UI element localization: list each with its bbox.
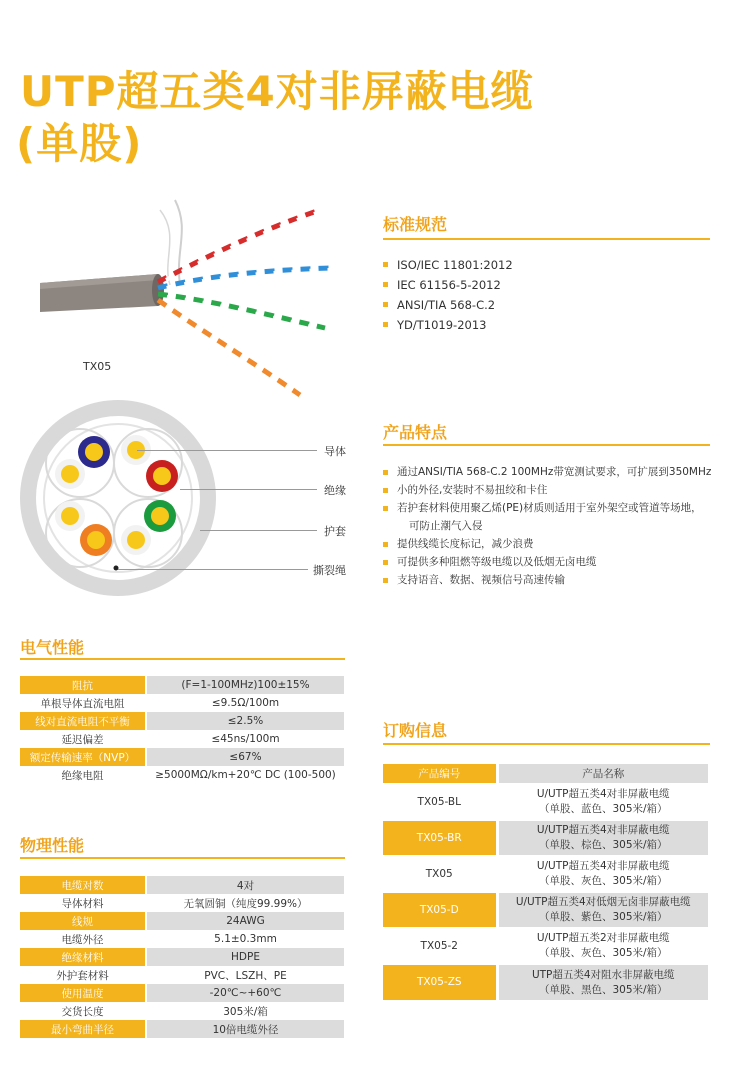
product-detail: （单股、棕色、305米/箱） [538, 839, 668, 851]
list-item: YD/T1019-2013 [383, 315, 513, 335]
product-name: UTP超五类4对阻水非屏蔽电缆 [531, 968, 675, 981]
table-cell: 绝缘材料 [20, 948, 146, 966]
table-header-cell: 产品名称 [497, 764, 708, 784]
product-detail: （单股、黑色、305米/箱） [538, 983, 668, 996]
label-rip-cord: 撕裂绳 [313, 564, 346, 577]
table-row [383, 820, 708, 856]
table-row [20, 676, 344, 694]
table-cell: TX05-D [383, 892, 497, 928]
table-row [20, 930, 344, 948]
section-divider [383, 238, 710, 240]
section-divider [20, 658, 345, 660]
callout-line [180, 489, 317, 490]
ordering-title: 订购信息 [383, 721, 448, 740]
label-conductor: 导体 [324, 445, 346, 458]
table-cell: PVC、LSZH、PE [146, 966, 344, 984]
table-row [20, 730, 344, 748]
table-cell: -20℃~+60℃ [146, 984, 344, 1002]
callout-line [200, 530, 317, 531]
table-cell: ≤9.5Ω/100m [146, 694, 344, 712]
cross-section-diagram [18, 398, 218, 598]
table-row [20, 694, 344, 712]
table-cell [497, 964, 708, 1000]
physical-title: 物理性能 [20, 836, 85, 855]
table-cell: 额定传输速率（NVP） [20, 748, 146, 766]
table-row [20, 966, 344, 984]
table-row [20, 712, 344, 730]
product-detail: （单股、灰色、305米/箱） [538, 875, 668, 887]
table-cell: 外护套材料 [20, 966, 146, 984]
table-cell: (F=1-100MHz)100±15% [146, 676, 344, 694]
table-cell: 最小弯曲半径 [20, 1020, 146, 1038]
table-cell: 线对直流电阻不平衡 [20, 712, 146, 730]
table-row [20, 948, 344, 966]
table-row [20, 748, 344, 766]
table-cell: 24AWG [146, 912, 344, 930]
table-cell: 4对 [146, 876, 344, 894]
features-list [383, 463, 743, 589]
product-name: U/UTP超五类4对非屏蔽电缆 [536, 824, 670, 836]
table-cell: TX05-BR [383, 820, 497, 856]
table-cell: 电缆外径 [20, 930, 146, 948]
table-row [383, 856, 708, 892]
table-row [20, 1002, 344, 1020]
table-cell: 10倍电缆外径 [146, 1020, 344, 1038]
table-cell: ≤45ns/100m [146, 730, 344, 748]
standards-list [383, 255, 513, 335]
list-item: IEC 61156-5-2012 [383, 275, 513, 295]
table-cell [497, 892, 708, 928]
table-row [383, 964, 708, 1000]
table-cell: 线规 [20, 912, 146, 930]
electrical-table [20, 676, 344, 784]
section-divider [383, 743, 710, 745]
table-cell: 使用温度 [20, 984, 146, 1002]
callout-line [137, 450, 317, 451]
table-cell: TX05-BL [417, 795, 461, 808]
callout-line [118, 569, 308, 570]
table-cell [497, 928, 708, 964]
table-cell: 阻抗 [20, 676, 146, 694]
product-detail: （单股、紫色、305米/箱） [538, 911, 668, 923]
table-row [20, 894, 344, 912]
table-header-row [383, 764, 708, 784]
table-cell [497, 856, 708, 892]
label-jacket: 护套 [324, 525, 346, 538]
table-row [20, 876, 344, 894]
table-cell: TX05-ZS [383, 964, 497, 1000]
table-row [383, 784, 708, 820]
list-item: 通过ANSI/TIA 568-C.2 100MHz带宽测试要求，可扩展到350MHz [383, 463, 743, 481]
list-item: 小的外径,安装时不易扭绞和卡住 [383, 481, 743, 499]
table-cell: TX05 [425, 867, 453, 880]
cable-illustration [30, 190, 360, 410]
product-code-label: TX05 [83, 360, 112, 373]
product-name: U/UTP超五类2对非屏蔽电缆 [536, 932, 670, 944]
table-row [20, 912, 344, 930]
table-row [20, 984, 344, 1002]
list-item: ANSI/TIA 568-C.2 [383, 295, 513, 315]
table-cell: 绝缘电阻 [20, 766, 146, 784]
table-cell: 电缆对数 [20, 876, 146, 894]
page-subtitle: (单股) [16, 119, 143, 168]
table-cell: 单根导体直流电阻 [20, 694, 146, 712]
table-cell: 无氧圆铜（纯度99.99%） [146, 894, 344, 912]
list-item: 若护套材料使用聚乙烯(PE)材质则适用于室外架空或管道等场地， [383, 499, 743, 517]
section-divider [20, 857, 345, 859]
product-detail: （单股、蓝色、305米/箱） [538, 803, 668, 815]
list-item: 可防止潮气入侵 [409, 520, 483, 532]
table-row [20, 1020, 344, 1038]
table-row [383, 892, 708, 928]
product-name: U/UTP超五类4对非屏蔽电缆 [536, 860, 670, 872]
table-cell: 导体材料 [20, 894, 146, 912]
list-item: 支持语音、数据、视频信号高速传输 [383, 571, 743, 589]
list-item: 可提供多种阻燃等级电缆以及低烟无卤电缆 [383, 553, 743, 571]
electrical-title: 电气性能 [20, 638, 85, 657]
table-cell [497, 784, 708, 820]
table-row [383, 928, 708, 964]
table-cell: 5.1±0.3mm [146, 930, 344, 948]
table-row [20, 766, 344, 784]
table-cell: ≤2.5% [146, 712, 344, 730]
standards-title: 标准规范 [383, 215, 448, 234]
table-cell: ≥5000MΩ/km+20℃ DC (100-500) [146, 766, 344, 784]
table-cell: ≤67% [146, 748, 344, 766]
table-header-cell: 产品编号 [383, 764, 497, 784]
product-name: U/UTP超五类4对低烟无卤非屏蔽电缆 [515, 896, 691, 908]
table-cell: 交货长度 [20, 1002, 146, 1020]
product-detail: （单股、灰色、305米/箱） [538, 947, 668, 959]
physical-table [20, 876, 344, 1038]
ordering-table [383, 764, 708, 1000]
features-title: 产品特点 [383, 423, 448, 442]
list-item: 提供线缆长度标记，减少浪费 [383, 535, 743, 553]
table-cell: 延迟偏差 [20, 730, 146, 748]
table-cell: 305米/箱 [146, 1002, 344, 1020]
table-cell: HDPE [146, 948, 344, 966]
page-title: UTP超五类4对非屏蔽电缆 [20, 67, 534, 116]
section-divider [383, 444, 710, 446]
table-cell: TX05-2 [420, 939, 458, 952]
label-insulation: 绝缘 [324, 484, 346, 497]
table-cell [497, 820, 708, 856]
list-item: ISO/IEC 11801:2012 [383, 255, 513, 275]
product-name: U/UTP超五类4对非屏蔽电缆 [536, 788, 670, 800]
